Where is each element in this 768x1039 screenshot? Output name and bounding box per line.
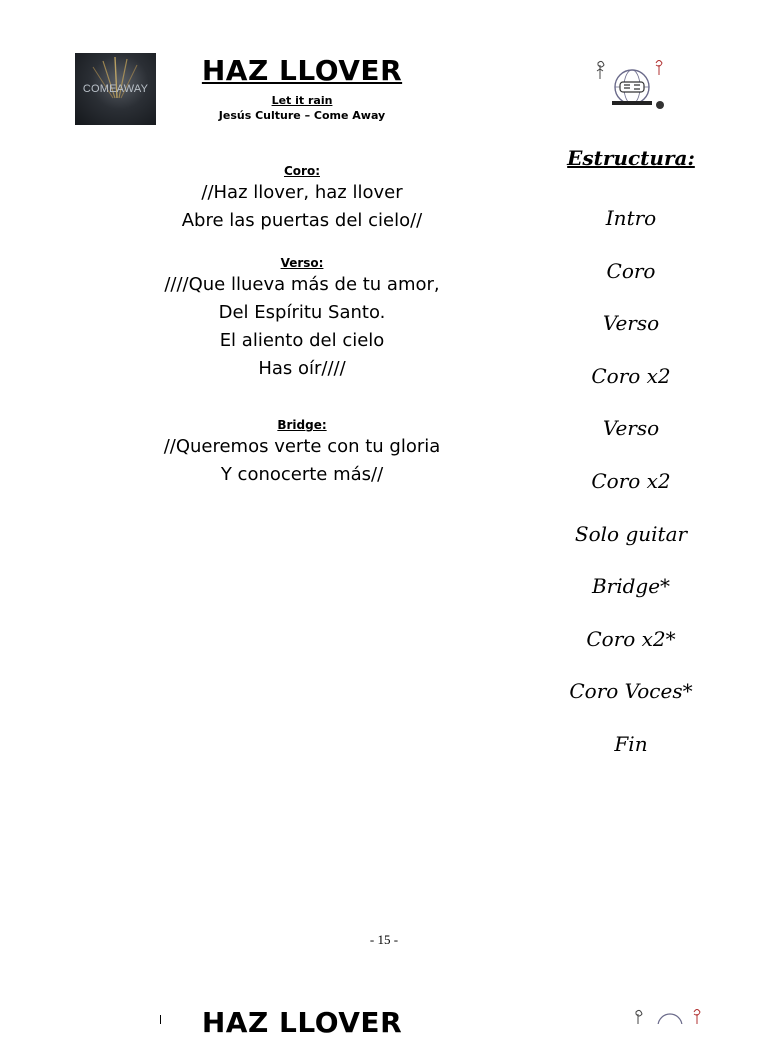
- song-artist: Jesús Culture – Come Away: [218, 109, 386, 122]
- song-subtitle: Let it rain: [271, 94, 333, 107]
- structure-item: Verso: [602, 416, 660, 441]
- lyric-line: ////Que llueva más de tu amor,: [164, 274, 440, 295]
- verso-lines: [120, 271, 484, 383]
- album-cover-image: [75, 53, 156, 125]
- structure-item: Coro: [606, 258, 656, 283]
- lyric-line: El aliento del cielo: [219, 330, 385, 351]
- coro-label: Coro:: [283, 164, 320, 178]
- coro-lines: [120, 179, 484, 235]
- structure-item: Coro x2: [591, 468, 671, 493]
- lyrics-column: [120, 163, 484, 489]
- lyric-line: Abre las puertas del cielo//: [181, 210, 423, 231]
- structure-heading: Estructura:: [567, 146, 695, 170]
- lyric-line: Del Espíritu Santo.: [218, 302, 386, 323]
- structure-item: Verso: [602, 311, 660, 336]
- song-title: HAZ LLOVER: [201, 54, 403, 87]
- next-page-logo: [628, 1004, 712, 1024]
- bridge-label: Bridge:: [277, 418, 327, 432]
- cover-title: COMEAWAY: [82, 83, 149, 95]
- structure-item: Bridge*: [591, 574, 671, 599]
- verso-label: Verso:: [280, 256, 324, 270]
- next-page-title: HAZ LLOVER: [201, 1006, 403, 1039]
- bridge-lines: [120, 433, 484, 489]
- structure-item: Solo guitar: [574, 521, 688, 546]
- structure-item: Coro x2: [591, 363, 671, 388]
- lyric-line: //Haz llover, haz llover: [201, 182, 403, 203]
- structure-item: Coro x2*: [586, 626, 676, 651]
- structure-item: Coro Voces*: [569, 679, 693, 704]
- lyric-line: //Queremos verte con tu gloria: [163, 436, 441, 457]
- ministry-logo: [590, 55, 674, 117]
- structure-item: Intro: [605, 206, 657, 230]
- structure-column: [548, 140, 714, 771]
- page-number: - 15 -: [369, 932, 399, 947]
- lyric-line: Y conocerte más//: [220, 464, 384, 485]
- structure-item: Fin: [614, 731, 648, 756]
- lyric-line: Has oír////: [258, 358, 346, 379]
